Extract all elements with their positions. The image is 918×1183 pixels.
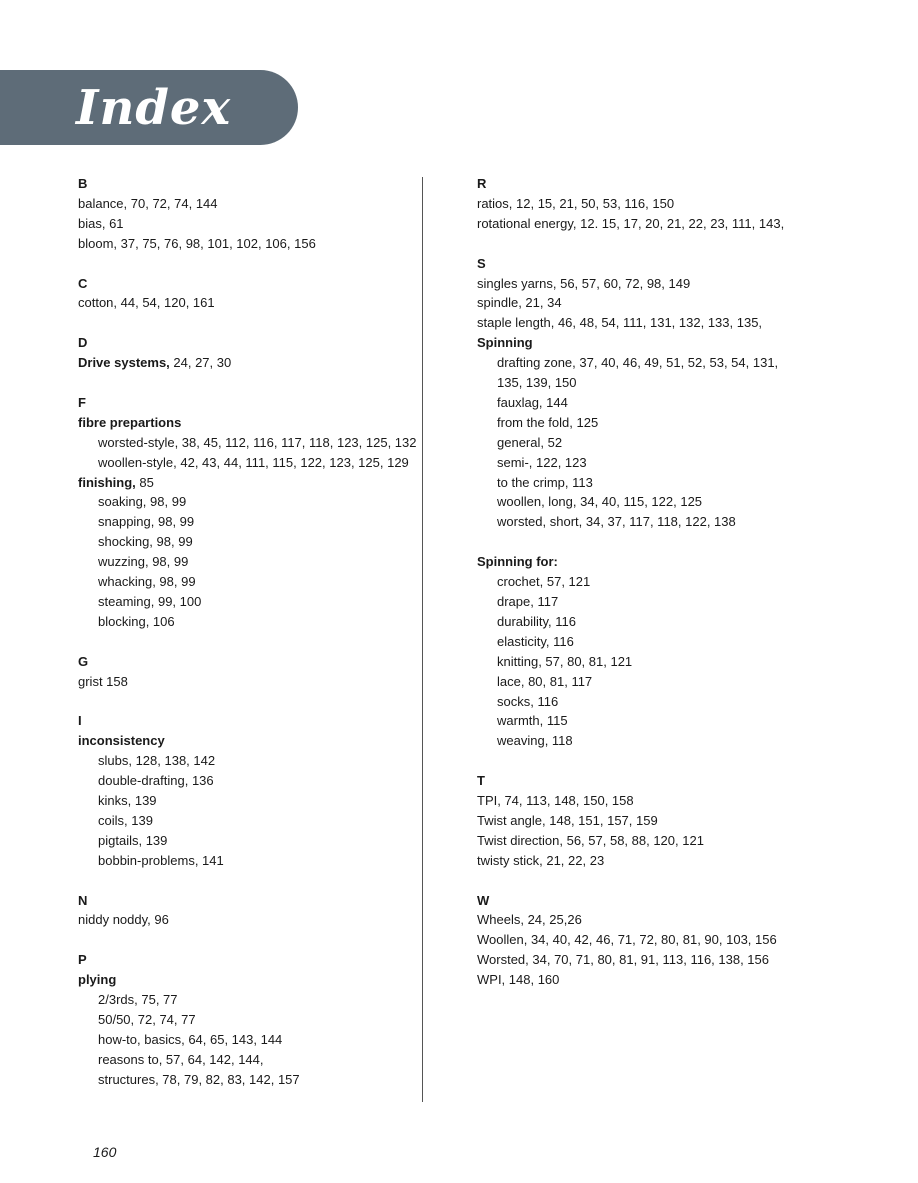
index-entry [477, 313, 857, 333]
index-subentry: pigtails, 139 [98, 832, 168, 848]
index-section [78, 393, 417, 632]
section-letter: B [78, 176, 88, 191]
entry-head: Woollen, [477, 932, 528, 948]
index-subentry: general, 52 [497, 434, 563, 450]
entry-pages: 12. 15, 17, 20, 21, 22, 23, 111, 143, [576, 215, 785, 231]
index-subentry: shocking, 98, 99 [98, 534, 193, 550]
index-subentry: elasticity, 116 [497, 633, 574, 649]
index-subentry: how-to, basics, 64, 65, 143, 144 [98, 1031, 283, 1047]
index-entry [78, 970, 408, 990]
entry-head: bloom, [78, 235, 118, 251]
entry-head: cotton, [78, 295, 118, 311]
section-letter: F [78, 394, 86, 410]
entry-head: rotational energy, [477, 215, 577, 231]
index-subentry: blocking, 106 [98, 613, 175, 629]
index-section [477, 174, 857, 234]
index-subentry: socks, 116 [497, 693, 559, 709]
index-section [477, 771, 857, 871]
section-letter: S [477, 255, 486, 271]
entry-head: Worsted, [477, 952, 529, 968]
index-entry [78, 672, 408, 692]
page-number: 160 [93, 1144, 117, 1160]
index-entry [78, 194, 408, 214]
entry-head: niddy noddy, [78, 912, 151, 928]
index-subentry: fauxlag, 144 [497, 394, 568, 410]
index-entry [477, 274, 857, 294]
entry-head: fibre prepartions [78, 414, 182, 430]
entry-head: TPI, [477, 793, 501, 809]
index-subentry: whacking, 98, 99 [98, 574, 196, 590]
section-letter: N [78, 892, 88, 908]
entry-pages: 85 [135, 474, 154, 490]
section-letter: C [78, 275, 88, 291]
index-subentry: semi-, 122, 123 [497, 454, 587, 470]
index-entry [477, 214, 857, 234]
index-section [78, 950, 408, 1089]
index-entry [78, 473, 408, 493]
index-subentry: slubs, 128, 138, 142 [98, 753, 216, 769]
entry-head: Wheels, [477, 912, 524, 928]
index-entry [477, 194, 857, 214]
index-section [78, 333, 408, 373]
entry-head: Twist direction, [477, 832, 563, 848]
entry-pages: 70, 72, 74, 144 [127, 195, 218, 211]
index-section [78, 274, 408, 314]
index-subentry: soaking, 98, 99 [98, 494, 187, 510]
entry-head: twisty stick, [477, 852, 543, 868]
entry-head: Spinning [477, 335, 533, 351]
index-subentry: wuzzing, 98, 99 [98, 554, 189, 570]
index-subentry: crochet, 57, 121 [497, 574, 591, 590]
entry-head: plying [78, 972, 117, 988]
index-entry [78, 293, 408, 313]
entry-pages: 12, 15, 21, 50, 53, 116, 150 [512, 195, 675, 211]
index-subentry: woollen, long, 34, 40, 115, 122, 125 [497, 494, 703, 510]
index-entry [477, 831, 857, 851]
entry-head: inconsistency [78, 733, 165, 749]
entry-head: Spinning for: [477, 554, 558, 570]
index-entry [477, 811, 857, 831]
entry-head: bias, [78, 215, 106, 231]
index-subentry: drape, 117 [497, 594, 559, 609]
entry-pages: 21, 34 [521, 295, 562, 311]
index-subentry: 2/3rds, 75, 77 [98, 992, 178, 1008]
entry-pages: 96 [150, 912, 169, 928]
entry-pages: 148, 151, 157, 159 [545, 812, 658, 828]
entry-pages: 74, 113, 148, 150, 158 [500, 793, 634, 809]
section-letter: P [78, 952, 87, 968]
index-entry [78, 910, 408, 930]
index-subentry: weaving, 118 [497, 733, 573, 749]
entry-pages: 37, 75, 76, 98, 101, 102, 106, 156 [117, 235, 316, 251]
index-entry [477, 552, 857, 572]
index-header-banner [0, 70, 298, 145]
entry-head: ratios, [477, 195, 513, 211]
index-subentry: knitting, 57, 80, 81, 121 [497, 653, 633, 669]
entry-head: grist 158 [78, 673, 128, 689]
index-subentry: reasons to, 57, 64, 142, 144, [98, 1051, 264, 1067]
index-subentry: double-drafting, 136 [98, 773, 214, 789]
index-subentry: woollen-style, 42, 43, 44, 111, 115, 122, 123, 125, 129 [98, 454, 409, 470]
entry-pages: 34, 70, 71, 80, 81, 91, 113, 116, 138, 156 [528, 952, 769, 968]
index-section [477, 891, 857, 991]
index-section [78, 891, 408, 931]
index-column-right [477, 174, 857, 1010]
index-entry [477, 910, 857, 930]
index-section [78, 711, 408, 870]
index-subentry: drafting zone, 37, 40, 46, 49, 51, 52, 53, 54, 131, [497, 355, 779, 371]
index-entry [477, 950, 857, 970]
index-section [78, 652, 408, 692]
index-entry [477, 851, 857, 871]
index-subentry: warmth, 115 [497, 713, 568, 729]
entry-pages: 56, 57, 58, 88, 120, 121 [562, 832, 704, 848]
index-subentry: worsted, short, 34, 37, 117, 118, 122, 138 [497, 514, 736, 530]
index-entry [78, 413, 408, 433]
index-subentry: 135, 139, 150 [497, 375, 577, 391]
index-subentry: bobbin-problems, 141 [98, 852, 224, 868]
index-subentry: lace, 80, 81, 117 [497, 673, 593, 689]
index-section [78, 174, 408, 254]
page-title: Index [76, 80, 232, 136]
entry-head: balance, [78, 195, 128, 211]
index-subentry: structures, 78, 79, 82, 83, 142, 157 [98, 1071, 300, 1087]
entry-pages: 34, 40, 42, 46, 71, 72, 80, 81, 90, 103, 156 [527, 932, 777, 948]
index-entry [477, 293, 857, 313]
entry-pages: 21, 22, 23 [542, 852, 605, 868]
index-section [477, 552, 857, 751]
index-subentry: snapping, 98, 99 [98, 514, 195, 530]
entry-head: Drive systems, [78, 355, 170, 371]
entry-pages: 24, 25,26 [523, 912, 582, 928]
index-entry [477, 970, 857, 990]
section-letter: I [78, 713, 82, 729]
index-subentry: steaming, 99, 100 [98, 593, 202, 609]
section-letter: D [78, 335, 88, 351]
section-letter: W [477, 892, 490, 908]
entry-head: singles yarns, [477, 275, 557, 291]
index-subentry: to the crimp, 113 [497, 474, 593, 490]
index-entry [477, 791, 857, 811]
entry-head: Twist angle, [477, 812, 546, 828]
entry-pages: 56, 57, 60, 72, 98, 149 [556, 275, 691, 291]
entry-pages: 46, 48, 54, 111, 131, 132, 133, 135, [554, 315, 763, 331]
index-section [477, 254, 857, 533]
entry-pages: 148, 160 [505, 972, 560, 988]
index-entry [477, 930, 857, 950]
entry-pages: 44, 54, 120, 161 [117, 295, 215, 311]
index-entry [78, 214, 408, 234]
index-subentry: worsted-style, 38, 45, 112, 116, 117, 118, 123, 125, 132 [98, 434, 417, 450]
index-entry [477, 333, 857, 353]
entry-pages: 24, 27, 30 [169, 355, 232, 371]
entry-head: spindle, [477, 295, 522, 311]
index-subentry: coils, 139 [98, 812, 153, 828]
section-letter: T [477, 773, 485, 789]
entry-head: staple length, [477, 315, 555, 331]
index-entry [78, 731, 408, 751]
section-letter: R [477, 176, 487, 191]
index-entry [78, 234, 408, 254]
index-entry [78, 353, 408, 373]
index-subentry: kinks, 139 [98, 793, 157, 809]
section-letter: G [78, 653, 89, 669]
column-divider [422, 177, 423, 1102]
entry-head: finishing, [78, 474, 136, 490]
index-subentry: from the fold, 125 [497, 414, 599, 430]
index-subentry: durability, 116 [497, 613, 577, 629]
index-subentry: 50/50, 72, 74, 77 [98, 1011, 196, 1027]
entry-head: WPI, [477, 972, 506, 988]
index-column-left [78, 174, 417, 1109]
entry-pages: 61 [105, 215, 124, 231]
